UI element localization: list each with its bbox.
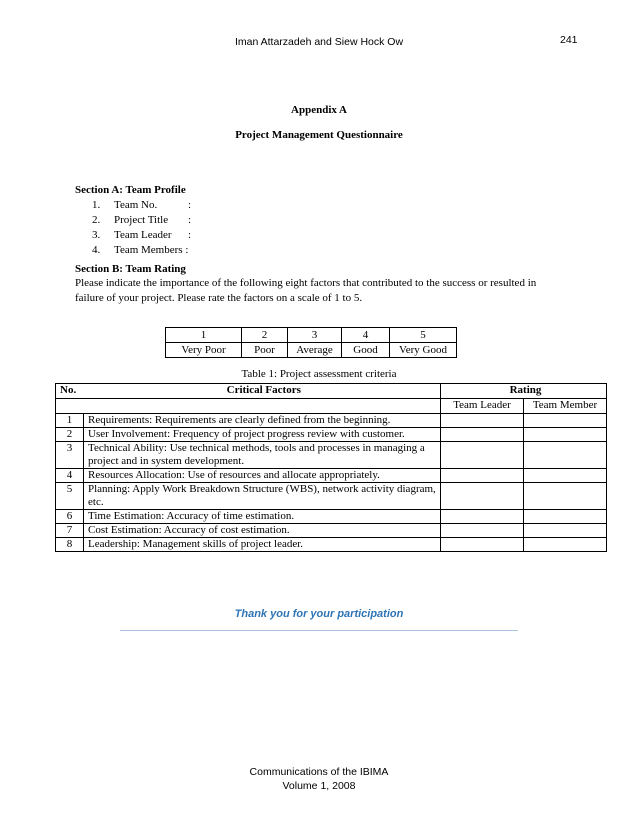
- team-member-rating-cell[interactable]: [524, 414, 607, 428]
- header-spacer: [56, 399, 441, 414]
- col-header-no: No.: [56, 384, 84, 399]
- team-leader-rating-cell[interactable]: [441, 469, 524, 483]
- row-number: 5: [56, 483, 84, 510]
- row-factor: Leadership: Management skills of project leader.: [84, 538, 441, 552]
- team-leader-rating-cell[interactable]: [441, 428, 524, 442]
- team-profile-list: [92, 198, 191, 258]
- row-factor: Requirements: Requirements are clearly defined from the beginning.: [84, 414, 441, 428]
- criteria-table: [55, 383, 607, 552]
- col-header-team-member: Team Member: [524, 399, 607, 414]
- team-leader-rating-cell[interactable]: [441, 414, 524, 428]
- col-header-factors: Critical Factors: [84, 384, 441, 399]
- team-leader-rating-cell[interactable]: [441, 538, 524, 552]
- thank-you-note: Thank you for your participation: [234, 608, 404, 620]
- running-header: Iman Attarzadeh and Siew Hock Ow: [234, 36, 404, 48]
- footer-journal: Communications of the IBIMA: [249, 766, 389, 778]
- team-member-rating-cell[interactable]: [524, 538, 607, 552]
- team-leader-rating-cell[interactable]: [441, 483, 524, 510]
- row-factor: Time Estimation: Accuracy of time estimation.: [84, 510, 441, 524]
- team-member-rating-cell[interactable]: [524, 510, 607, 524]
- row-number: 1: [56, 414, 84, 428]
- team-member-rating-cell[interactable]: [524, 483, 607, 510]
- list-item: 3. Team Leader :: [92, 229, 192, 241]
- page-number: 241: [560, 34, 578, 46]
- scale-value: 5: [390, 328, 457, 343]
- team-member-rating-cell[interactable]: [524, 524, 607, 538]
- team-member-rating-cell[interactable]: [524, 442, 607, 469]
- footer-volume: Volume 1, 2008: [282, 780, 356, 792]
- appendix-subtitle: Project Management Questionnaire: [235, 129, 403, 141]
- scale-value: 4: [342, 328, 390, 343]
- instruction-line-2: failure of your project. Please rate the factors on a scale of 1 to 5.: [75, 292, 363, 304]
- table-row: [56, 469, 607, 483]
- team-member-rating-cell[interactable]: [524, 428, 607, 442]
- scale-label: Average: [288, 343, 342, 358]
- table-row: [56, 483, 607, 510]
- scale-value: 2: [242, 328, 288, 343]
- scale-label: Very Poor: [166, 343, 242, 358]
- table-row: [56, 442, 607, 469]
- scale-value: 3: [288, 328, 342, 343]
- list-item: 2. Project Title :: [92, 214, 192, 226]
- row-number: 2: [56, 428, 84, 442]
- scale-label: Good: [342, 343, 390, 358]
- scale-value: 1: [166, 328, 242, 343]
- team-leader-rating-cell[interactable]: [441, 442, 524, 469]
- row-factor: Technical Ability: Use technical methods, tools and processes in managing a project and in system development.: [84, 442, 441, 469]
- col-header-team-leader: Team Leader: [441, 399, 524, 414]
- list-item: 1. Team No. :: [92, 199, 192, 211]
- divider: [120, 630, 518, 631]
- table-caption: Table 1: Project assessment criteria: [241, 368, 397, 380]
- row-factor: Planning: Apply Work Breakdown Structure (WBS), network activity diagram, etc.: [84, 483, 441, 510]
- row-factor: Resources Allocation: Use of resources and allocate appropriately.: [84, 469, 441, 483]
- row-number: 4: [56, 469, 84, 483]
- scale-label: Poor: [242, 343, 288, 358]
- list-item: 4. Team Members :: [92, 244, 189, 256]
- team-leader-rating-cell[interactable]: [441, 510, 524, 524]
- table-row: [56, 414, 607, 428]
- table-row: [56, 510, 607, 524]
- team-leader-rating-cell[interactable]: [441, 524, 524, 538]
- rating-scale-table: [165, 327, 457, 358]
- section-b-heading: Section B: Team Rating: [75, 263, 186, 275]
- row-factor: User Involvement: Frequency of project progress review with customer.: [84, 428, 441, 442]
- instruction-line-1: Please indicate the importance of the following eight factors that contributed to the success or resulted in: [75, 277, 537, 289]
- col-header-rating: Rating: [441, 384, 607, 399]
- table-row: [56, 524, 607, 538]
- row-number: 3: [56, 442, 84, 469]
- table-row: [56, 428, 607, 442]
- team-member-rating-cell[interactable]: [524, 469, 607, 483]
- table-row: [56, 538, 607, 552]
- row-factor: Cost Estimation: Accuracy of cost estimation.: [84, 524, 441, 538]
- section-a-heading: Section A: Team Profile: [75, 184, 186, 196]
- row-number: 7: [56, 524, 84, 538]
- row-number: 8: [56, 538, 84, 552]
- appendix-title: Appendix A: [291, 104, 347, 116]
- row-number: 6: [56, 510, 84, 524]
- scale-label: Very Good: [390, 343, 457, 358]
